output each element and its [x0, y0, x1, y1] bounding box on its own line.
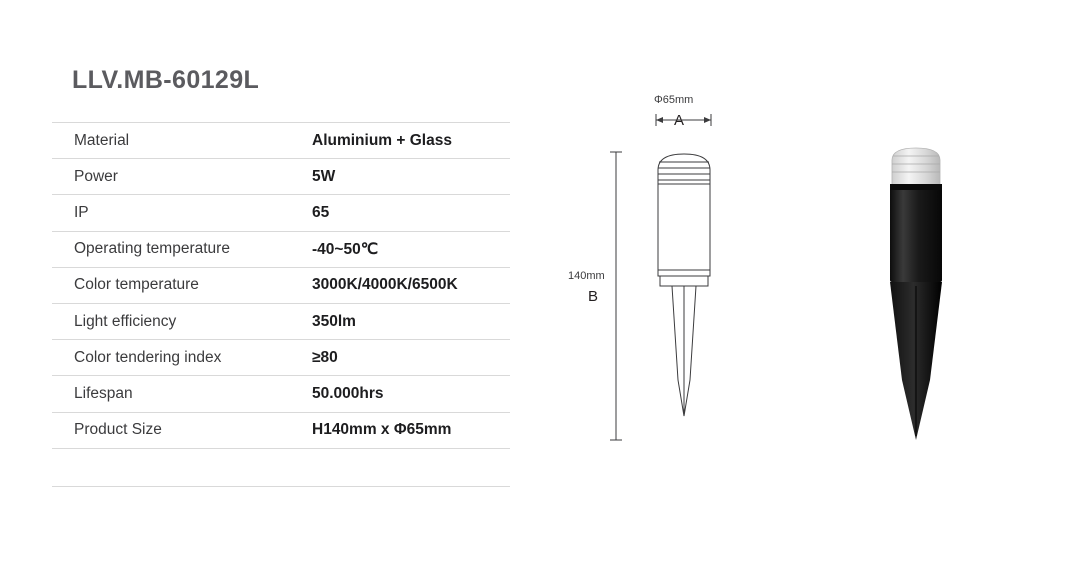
product-drawings — [560, 80, 1050, 480]
spec-label: Light efficiency — [52, 303, 312, 339]
spec-label: Lifespan — [52, 376, 312, 412]
spec-label: Power — [52, 159, 312, 195]
table-row — [52, 231, 510, 267]
spec-label: Color temperature — [52, 267, 312, 303]
spec-value: Aluminium + Glass — [312, 123, 510, 159]
spec-value: H140mm x Φ65mm — [312, 412, 510, 448]
spec-label: Color tendering index — [52, 340, 312, 376]
specification-table — [52, 122, 510, 449]
divider — [52, 486, 510, 487]
table-row — [52, 123, 510, 159]
table-row — [52, 303, 510, 339]
spec-value: ≥80 — [312, 340, 510, 376]
spec-value: 3000K/4000K/6500K — [312, 267, 510, 303]
spec-label: IP — [52, 195, 312, 231]
product-render — [830, 80, 1010, 470]
spec-label: Product Size — [52, 412, 312, 448]
spec-value: 65 — [312, 195, 510, 231]
table-row — [52, 376, 510, 412]
height-letter-label: B — [588, 288, 599, 305]
table-row — [52, 412, 510, 448]
table-row — [52, 267, 510, 303]
spec-label: Operating temperature — [52, 231, 312, 267]
spec-label: Material — [52, 123, 312, 159]
table-row — [52, 340, 510, 376]
spec-value: -40~50℃ — [312, 231, 510, 267]
diameter-dimension-label: Φ65mm — [654, 94, 694, 106]
page-title: LLV.MB-60129L — [72, 66, 260, 94]
spec-value: 5W — [312, 159, 510, 195]
table-row — [52, 159, 510, 195]
technical-line-drawing — [560, 80, 860, 470]
width-letter-label: A — [674, 112, 685, 129]
spec-value: 350lm — [312, 303, 510, 339]
height-dimension-label: 140mm — [568, 270, 605, 282]
spec-value: 50.000hrs — [312, 376, 510, 412]
table-row — [52, 195, 510, 231]
